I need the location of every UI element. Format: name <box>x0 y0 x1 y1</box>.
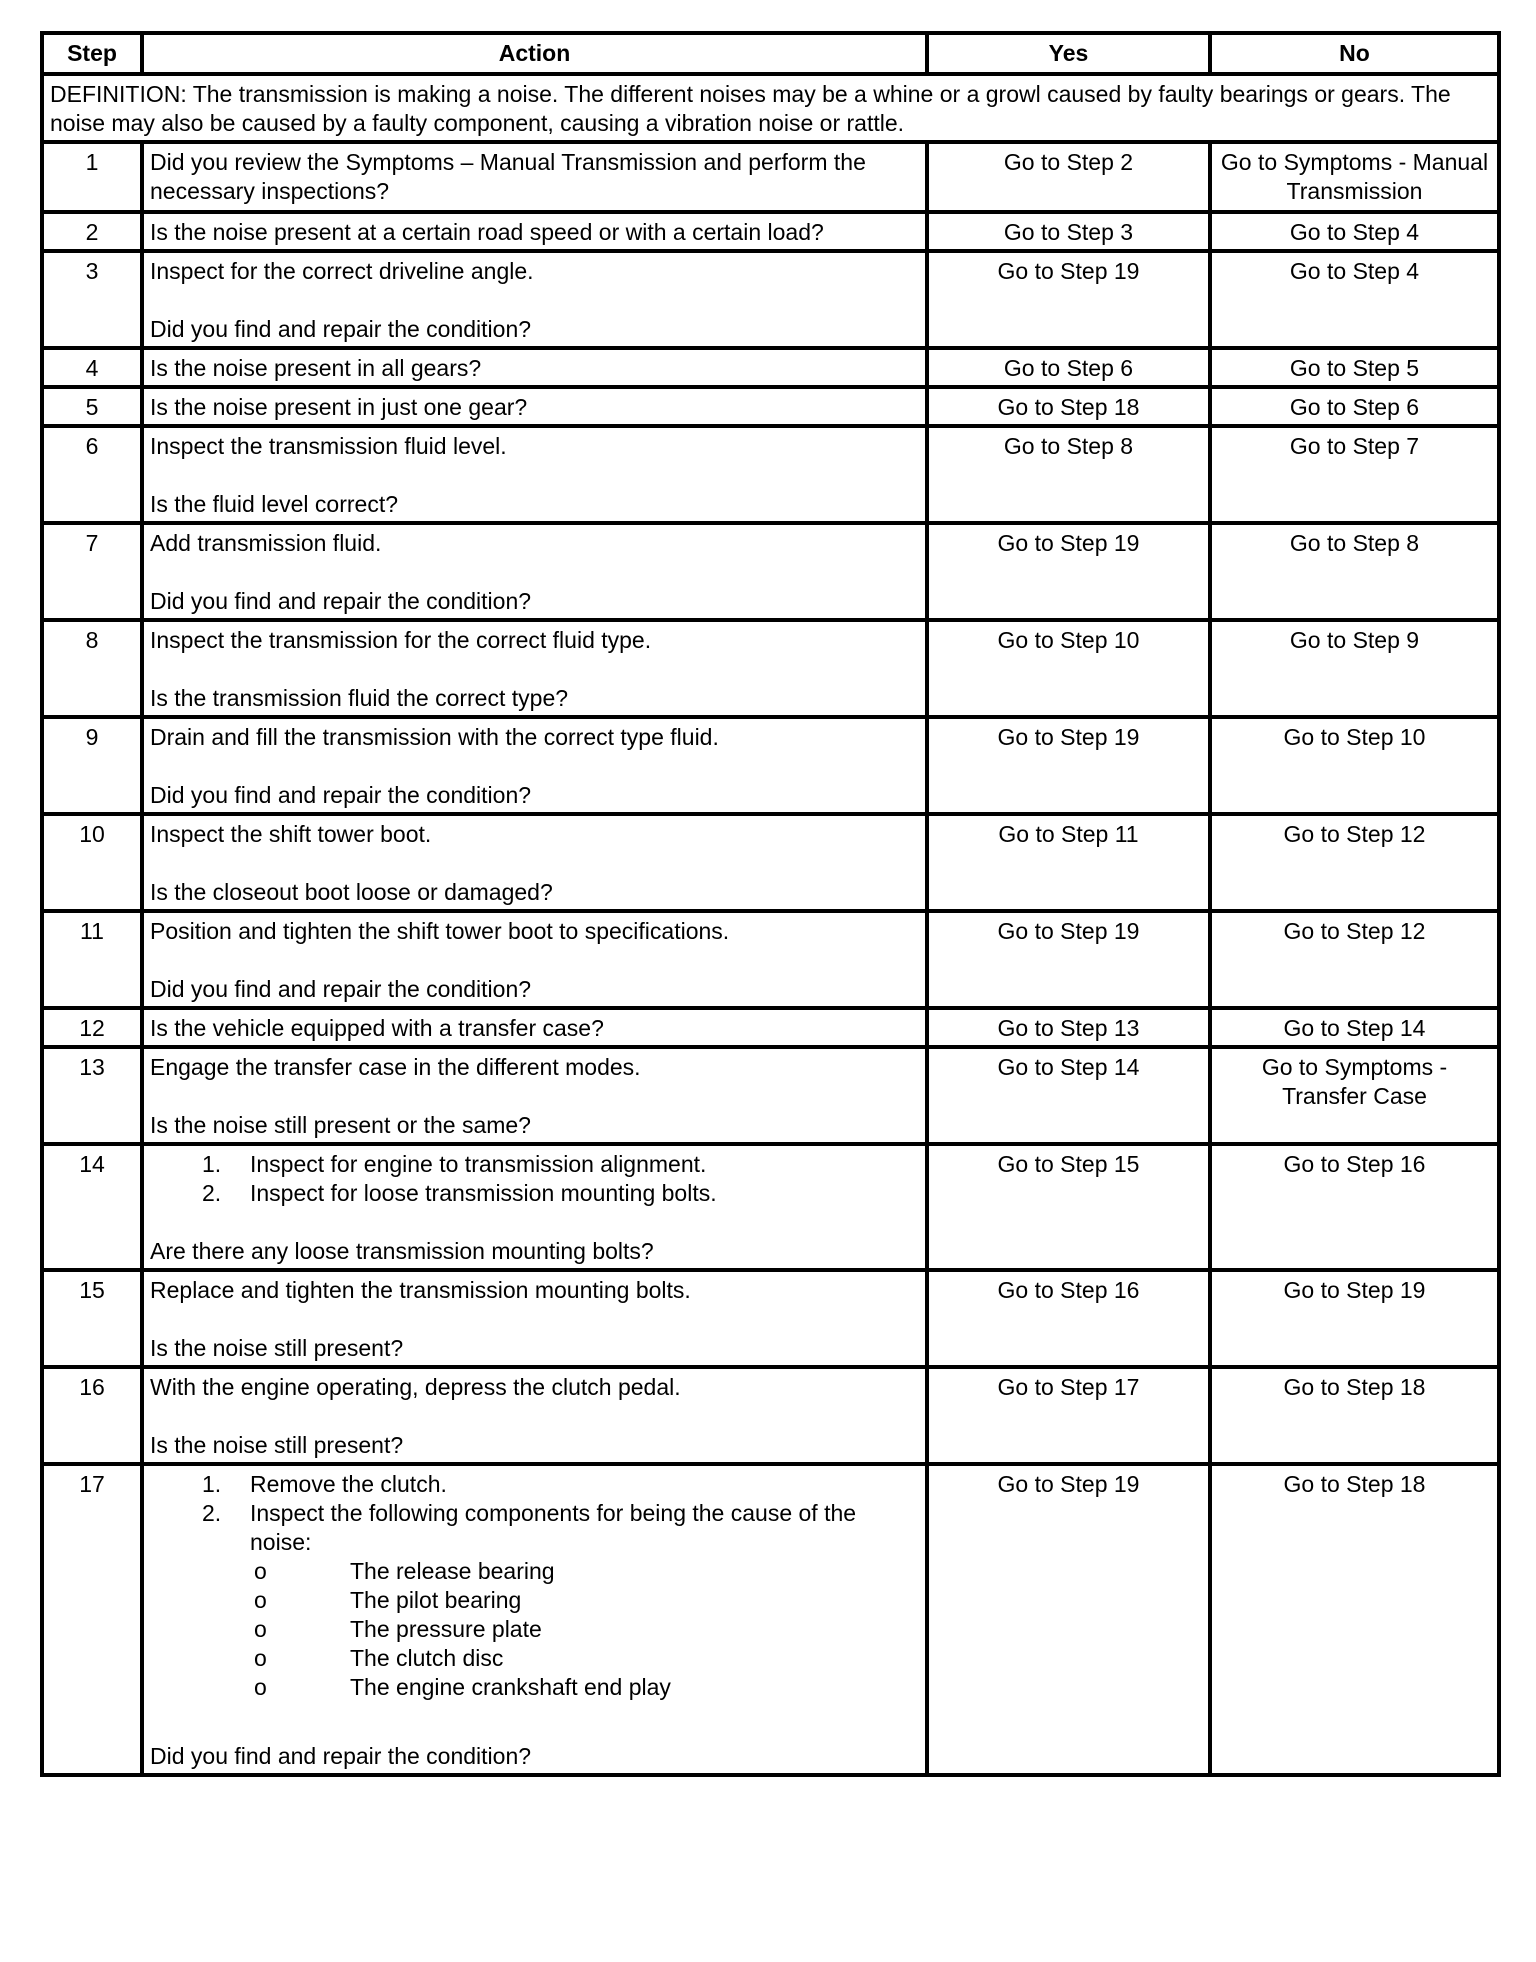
step-number: 14 <box>42 1144 142 1270</box>
component-text: The clutch disc <box>350 1645 504 1671</box>
yes-result: Go to Step 19 <box>927 1464 1210 1775</box>
step-number: 13 <box>42 1047 142 1144</box>
action-question: Is the noise present in just one gear? <box>150 394 528 420</box>
list-number: 2. <box>202 1500 222 1526</box>
yes-result: Go to Step 19 <box>927 717 1210 814</box>
table-row <box>42 426 1499 523</box>
component-text: The release bearing <box>350 1558 555 1584</box>
header-yes: Yes <box>927 33 1210 74</box>
action-question: Is the noise present in all gears? <box>150 355 482 381</box>
action-question: Is the vehicle equipped with a transfer case? <box>150 1015 604 1041</box>
action-cell <box>142 620 927 717</box>
action-list <box>150 1150 919 1208</box>
action-cell <box>142 717 927 814</box>
action-question: Did you find and repair the condition? <box>150 782 532 808</box>
action-list-item <box>150 1150 919 1179</box>
action-cell <box>142 348 927 387</box>
no-result: Go to Step 16 <box>1210 1144 1499 1270</box>
component-text: The pilot bearing <box>350 1587 522 1613</box>
component-item <box>250 1644 919 1673</box>
yes-result: Go to Step 19 <box>927 523 1210 620</box>
yes-result: Go to Step 11 <box>927 814 1210 911</box>
action-cell <box>142 251 927 348</box>
step-number: 10 <box>42 814 142 911</box>
yes-result: Go to Step 16 <box>927 1270 1210 1367</box>
action-instruction: Inspect for the correct driveline angle. <box>150 258 534 284</box>
table-row <box>42 1367 1499 1464</box>
component-item <box>250 1673 919 1702</box>
step-number: 12 <box>42 1008 142 1047</box>
component-list <box>250 1557 919 1702</box>
table-row <box>42 212 1499 251</box>
spacer <box>150 1402 919 1431</box>
step-number: 17 <box>42 1464 142 1775</box>
action-question: Are there any loose transmission mounting bolts? <box>150 1238 654 1264</box>
list-text: Inspect for engine to transmission alignment. <box>250 1151 707 1177</box>
step-number: 5 <box>42 387 142 426</box>
yes-result: Go to Step 6 <box>927 348 1210 387</box>
yes-result: Go to Step 2 <box>927 142 1210 212</box>
header-action: Action <box>142 33 927 74</box>
no-result: Go to Step 18 <box>1210 1367 1499 1464</box>
yes-result: Go to Step 14 <box>927 1047 1210 1144</box>
table-row <box>42 911 1499 1008</box>
action-question: Is the noise still present? <box>150 1335 404 1361</box>
action-cell <box>142 1367 927 1464</box>
spacer <box>150 461 919 490</box>
action-instruction: Position and tighten the shift tower boot to specifications. <box>150 918 730 944</box>
spacer <box>150 286 919 315</box>
action-instruction: Inspect the transmission fluid level. <box>150 433 507 459</box>
table-row <box>42 814 1499 911</box>
list-number: 2. <box>202 1180 222 1206</box>
spacer <box>150 1208 919 1237</box>
table-row <box>42 523 1499 620</box>
step-number: 1 <box>42 142 142 212</box>
no-result: Go to Step 9 <box>1210 620 1499 717</box>
table-row <box>42 1047 1499 1144</box>
yes-result: Go to Step 8 <box>927 426 1210 523</box>
action-cell <box>142 1047 927 1144</box>
bullet-icon: o <box>254 1674 267 1700</box>
action-instruction: Drain and fill the transmission with the correct type fluid. <box>150 724 719 750</box>
spacer <box>150 655 919 684</box>
action-instruction: Inspect the shift tower boot. <box>150 821 432 847</box>
diagnostic-table <box>40 31 1501 1777</box>
yes-result: Go to Step 15 <box>927 1144 1210 1270</box>
header-step: Step <box>42 33 142 74</box>
yes-result: Go to Step 17 <box>927 1367 1210 1464</box>
yes-result: Go to Step 3 <box>927 212 1210 251</box>
yes-result: Go to Step 19 <box>927 251 1210 348</box>
no-result: Go to Step 12 <box>1210 911 1499 1008</box>
spacer <box>150 1082 919 1111</box>
table-row <box>42 1144 1499 1270</box>
no-result: Go to Step 7 <box>1210 426 1499 523</box>
step-number: 15 <box>42 1270 142 1367</box>
spacer <box>150 849 919 878</box>
list-number: 1. <box>202 1471 222 1497</box>
action-cell <box>142 387 927 426</box>
definition-row <box>42 74 1499 142</box>
yes-result: Go to Step 19 <box>927 911 1210 1008</box>
action-list-item <box>150 1470 919 1499</box>
no-result: Go to Step 10 <box>1210 717 1499 814</box>
action-question: Is the noise still present? <box>150 1432 404 1458</box>
table-body <box>42 74 1499 1775</box>
step-number: 16 <box>42 1367 142 1464</box>
action-cell <box>142 426 927 523</box>
action-list-item <box>150 1179 919 1208</box>
no-result: Go to Step 4 <box>1210 251 1499 348</box>
action-cell <box>142 1008 927 1047</box>
table-row <box>42 717 1499 814</box>
no-result: Go to Symptoms - Manual Transmission <box>1210 142 1499 212</box>
spacer <box>150 752 919 781</box>
action-instruction: Inspect the transmission for the correct fluid type. <box>150 627 652 653</box>
action-question: Is the fluid level correct? <box>150 491 399 517</box>
table-row <box>42 1464 1499 1775</box>
action-cell <box>142 1270 927 1367</box>
no-result: Go to Step 8 <box>1210 523 1499 620</box>
component-text: The pressure plate <box>350 1616 542 1642</box>
table-row <box>42 1008 1499 1047</box>
action-question: Did you find and repair the condition? <box>150 316 532 342</box>
step-number: 6 <box>42 426 142 523</box>
list-text: Remove the clutch. <box>250 1471 447 1497</box>
action-cell <box>142 911 927 1008</box>
no-result: Go to Step 4 <box>1210 212 1499 251</box>
no-result: Go to Step 18 <box>1210 1464 1499 1775</box>
no-result: Go to Step 5 <box>1210 348 1499 387</box>
no-result: Go to Step 14 <box>1210 1008 1499 1047</box>
table-row <box>42 348 1499 387</box>
spacer <box>150 558 919 587</box>
step-number: 8 <box>42 620 142 717</box>
yes-result: Go to Step 13 <box>927 1008 1210 1047</box>
action-cell <box>142 1144 927 1270</box>
step-number: 2 <box>42 212 142 251</box>
action-question: Is the transmission fluid the correct type? <box>150 685 569 711</box>
yes-result: Go to Step 18 <box>927 387 1210 426</box>
action-question: Is the closeout boot loose or damaged? <box>150 879 553 905</box>
spacer <box>150 1305 919 1334</box>
action-cell <box>142 212 927 251</box>
bullet-icon: o <box>254 1645 267 1671</box>
action-list-item <box>150 1499 919 1702</box>
action-question: Did you find and repair the condition? <box>150 976 532 1002</box>
spacer <box>150 946 919 975</box>
step-number: 11 <box>42 911 142 1008</box>
action-instruction: Engage the transfer case in the different modes. <box>150 1054 641 1080</box>
action-instruction: With the engine operating, depress the clutch pedal. <box>150 1374 681 1400</box>
action-question: Is the noise still present or the same? <box>150 1112 531 1138</box>
action-question: Did you find and repair the condition? <box>150 1743 532 1769</box>
bullet-icon: o <box>254 1587 267 1613</box>
table-row <box>42 251 1499 348</box>
step-number: 4 <box>42 348 142 387</box>
action-question: Did you find and repair the condition? <box>150 588 532 614</box>
no-result: Go to Symptoms - Transfer Case <box>1210 1047 1499 1144</box>
table-row <box>42 1270 1499 1367</box>
definition-text: DEFINITION: The transmission is making a noise. The different noises may be a whine or a growl caused by faulty bearings or gears. The noise may also be caused by a faulty component, causing a vibration noise or rattle. <box>42 74 1499 142</box>
step-number: 7 <box>42 523 142 620</box>
yes-result: Go to Step 10 <box>927 620 1210 717</box>
list-number: 1. <box>202 1151 222 1177</box>
no-result: Go to Step 19 <box>1210 1270 1499 1367</box>
component-item <box>250 1586 919 1615</box>
no-result: Go to Step 12 <box>1210 814 1499 911</box>
table-row <box>42 142 1499 212</box>
step-number: 9 <box>42 717 142 814</box>
action-cell <box>142 1464 927 1775</box>
step-number: 3 <box>42 251 142 348</box>
action-instruction: Replace and tighten the transmission mounting bolts. <box>150 1277 691 1303</box>
action-cell <box>142 523 927 620</box>
no-result: Go to Step 6 <box>1210 387 1499 426</box>
bullet-icon: o <box>254 1558 267 1584</box>
list-text: Inspect the following components for being the cause of the noise: <box>250 1500 857 1555</box>
action-question: Is the noise present at a certain road speed or with a certain load? <box>150 219 824 245</box>
action-list <box>150 1470 919 1702</box>
component-text: The engine crankshaft end play <box>350 1674 671 1700</box>
bullet-icon: o <box>254 1616 267 1642</box>
action-cell <box>142 142 927 212</box>
table-row <box>42 620 1499 717</box>
spacer <box>150 1702 919 1742</box>
component-item <box>250 1557 919 1586</box>
list-text: Inspect for loose transmission mounting bolts. <box>250 1180 717 1206</box>
component-item <box>250 1615 919 1644</box>
action-instruction: Add transmission fluid. <box>150 530 382 556</box>
header-row <box>42 33 1499 74</box>
header-no: No <box>1210 33 1499 74</box>
table-row <box>42 387 1499 426</box>
action-cell <box>142 814 927 911</box>
action-question: Did you review the Symptoms – Manual Transmission and perform the necessary inspections? <box>150 149 866 204</box>
